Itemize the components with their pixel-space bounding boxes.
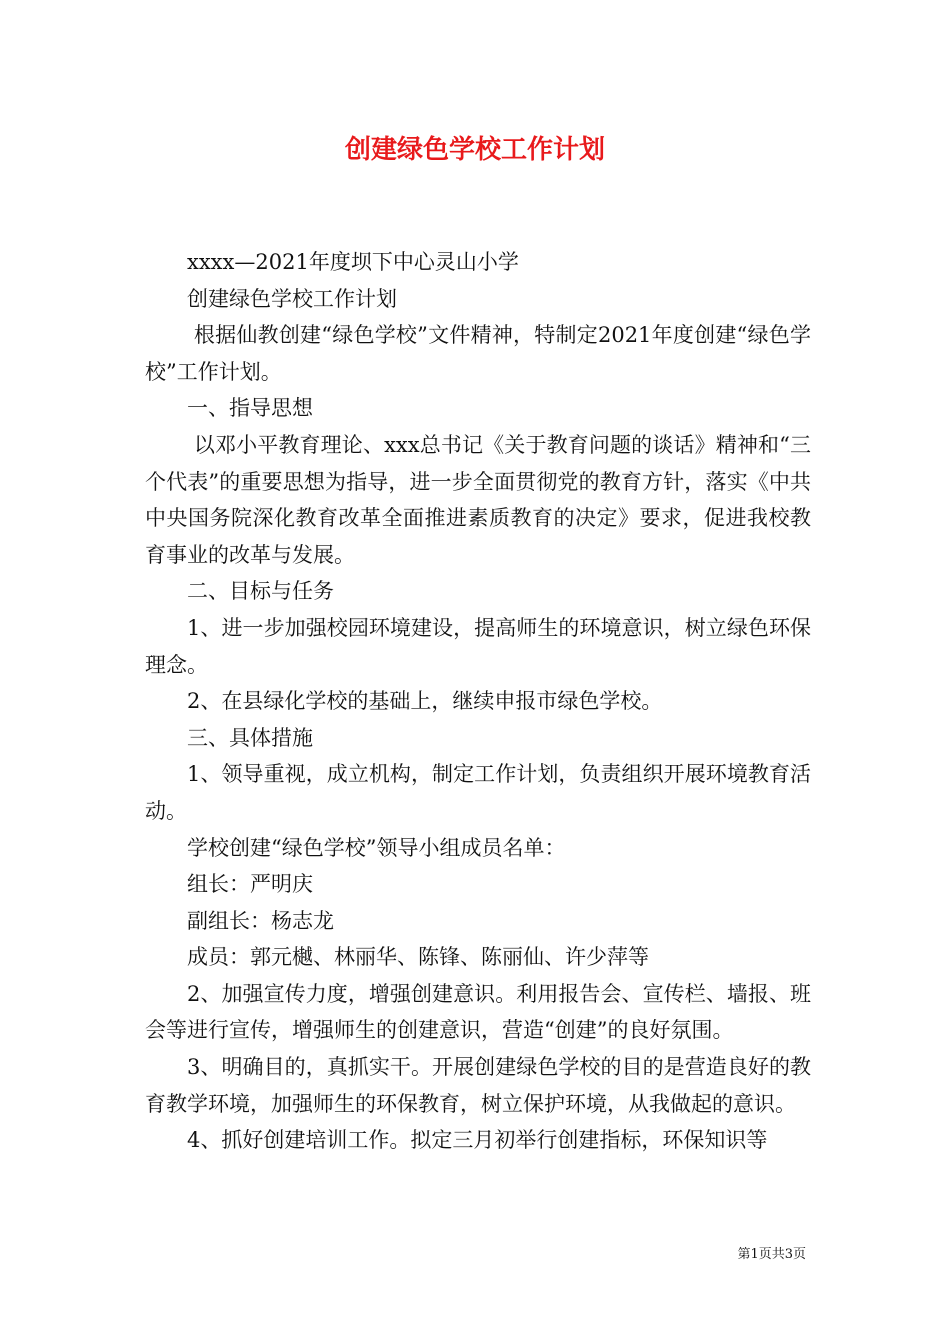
heading-goals-tasks: 二、目标与任务 bbox=[187, 579, 334, 604]
paragraph-measure-1: 1、领导重视，成立机构，制定工作计划，负责组织开展环境教育活动。 bbox=[145, 762, 811, 823]
paragraph-members: 成员：郭元樾、林丽华、陈锋、陈丽仙、许少萍等 bbox=[187, 945, 649, 970]
paragraph-plan-name: 创建绿色学校工作计划 bbox=[187, 286, 397, 311]
paragraph-leadership-list: 学校创建“绿色学校”领导小组成员名单： bbox=[187, 835, 566, 860]
paragraph-measure-3: 3、明确目的，真抓实干。开展创建绿色学校的目的是营造良好的教育教学环境，加强师生的环保教育，树立保护环境，从我做起的意识。 bbox=[145, 1055, 811, 1116]
paragraph-measure-2: 2、加强宣传力度，增强创建意识。利用报告会、宣传栏、墙报、班会等进行宣传，增强师生的创建意识，营造“创建”的良好氛围。 bbox=[145, 981, 811, 1043]
paragraph-team-leader: 组长：严明庆 bbox=[187, 872, 313, 897]
paragraph-goal-1: 1、进一步加强校园环境建设，提高师生的环境意识，树立绿色环保理念。 bbox=[145, 615, 811, 677]
document-body bbox=[145, 244, 811, 1159]
paragraph-guiding-thought: 以邓小平教育理论、xxx总书记《关于教育问题的谈话》精神和“三个代表”的重要思想为指导，进一步全面贯彻党的教育方针，落实《中共中央国务院深化教育改革全面推进素质教育的决定》要求，促进我校教育事业的改革与发展。 bbox=[145, 432, 811, 567]
heading-guiding-thought: 一、指导思想 bbox=[187, 396, 313, 421]
paragraph-deputy-leader: 副组长：杨志龙 bbox=[187, 908, 334, 933]
page-number: 第1页共3页 bbox=[737, 1247, 806, 1262]
document-title: 创建绿色学校工作计划 bbox=[344, 135, 605, 165]
paragraph-goal-2: 2、在县绿化学校的基础上，继续申报市绿色学校。 bbox=[187, 689, 663, 714]
paragraph-intro: 根据仙教创建“绿色学校”文件精神，特制定2021年度创建“绿色学校”工作计划。 bbox=[145, 323, 811, 384]
paragraph-measure-4: 4、抓好创建培训工作。拟定三月初举行创建指标，环保知识等 bbox=[187, 1128, 768, 1153]
heading-measures: 三、具体措施 bbox=[187, 725, 313, 750]
paragraph-school-year: xxxx—2021年度坝下中心灵山小学 bbox=[187, 250, 519, 274]
